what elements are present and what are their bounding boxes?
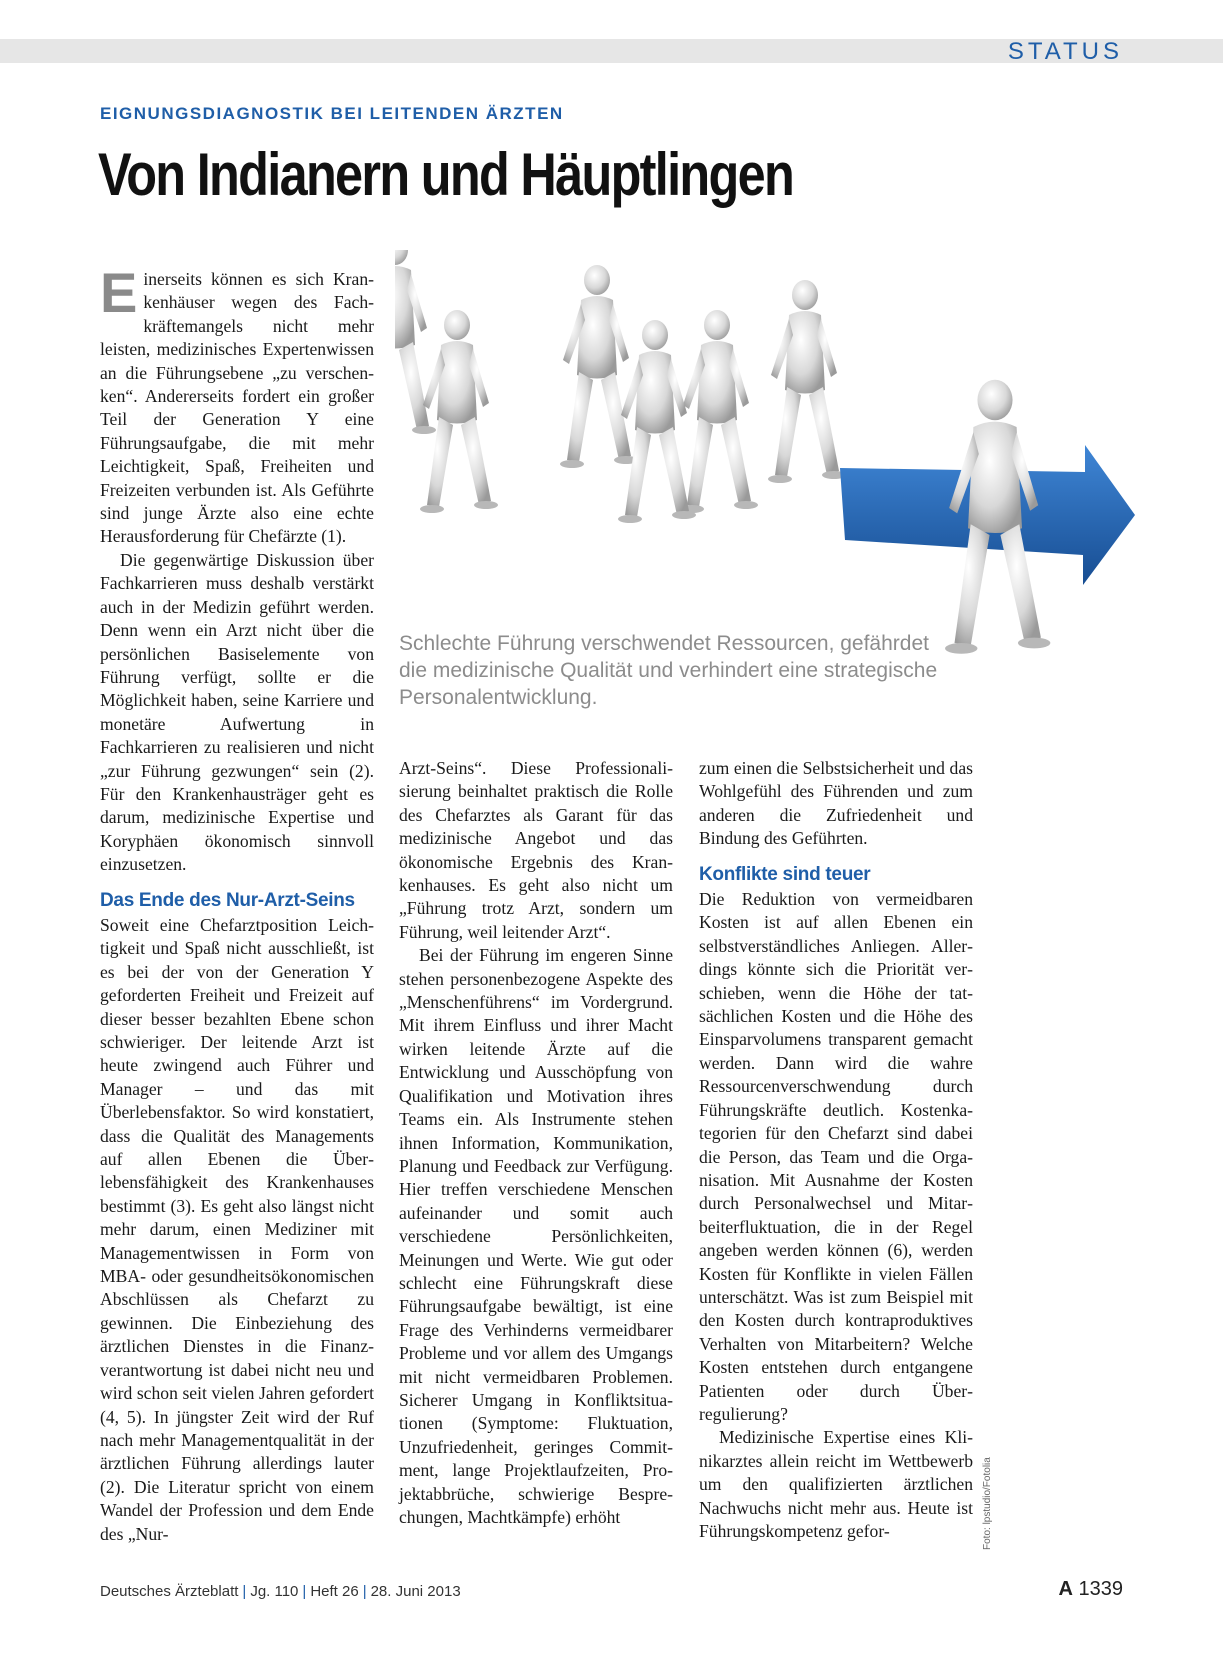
- body-column-2: [399, 757, 673, 1529]
- paragraph: Soweit eine Chefarztposition Leichtigkeit und Spaß nicht ausschließt, ist es bei der von der Generation Y geforderten Freiheit und Freizeit auf dieser besser bezahlten Ebene schon schwieriger. Der leitende Arzt ist heute zwingend auch Führer und Manager – und das mit Überlebensfaktor. So wird konstatiert, dass die Qualität des Managements auf allen Ebenen die Überlebensfähigkeit des Krankenhauses bestimmt (3). Es geht also längst nicht mehr darum, einen Mediziner mit Managementwissen in Form von MBA- oder gesundheitsökonomischen Abschlüssen als Chefarzt zu gewinnen. Die Einbeziehung des ärztlichen Dienstes in die Finanzverantwortung ist dabei nicht neu und wird schon seit vielen Jahren gefordert (4, 5). In jüngster Zeit wird der Ruf nach mehr Managementqualität in der ärztlichen Führung allerdings lauter (2). Die Literatur spricht von einem Wandel der Profession und dem Ende des „Nur-: [100, 914, 374, 1544]
- footer-date: 28. Juni 2013: [370, 1583, 461, 1600]
- subheading: Das Ende des Nur-Arzt-Seins: [100, 889, 355, 911]
- paragraph: Arzt-Seins“. Diese Professionalisierung beinhaltet praktisch die Rolle des Chefarztes als Garant für das medizinische Angebot und das ökonomische Ergebnis des Krankenhauses. Es geht also nicht um „Führung trotz Arzt, sondern um Führung, weil leitender Arzt“.: [399, 758, 673, 942]
- footer-volume: Jg. 110: [250, 1583, 299, 1600]
- page-prefix: A: [1058, 1578, 1073, 1600]
- page-number: [1058, 1578, 1123, 1601]
- footer-separator: |: [362, 1583, 367, 1600]
- paragraph: Medizinische Expertise eines Klinikarztes allein reicht im Wettbewerb um den qualifizierten ärztlichen Nachwuchs nicht mehr aus. Heute ist Führungskompetenz gefor-: [699, 1427, 973, 1541]
- subheading: Konflikte sind teuer: [699, 863, 871, 885]
- page-number-value: 1339: [1078, 1578, 1123, 1600]
- drop-cap: E: [100, 261, 138, 324]
- body-column-3: [699, 757, 973, 1543]
- footer-separator: |: [242, 1583, 247, 1600]
- paragraph: zum einen die Selbstsicherheit und das Wohlgefühl des Führenden und zum anderen die Zufriedenheit und Bindung des Geführten.: [699, 758, 973, 849]
- section-label: STATUS: [1007, 38, 1123, 65]
- footer-journal: Deutsches Ärzteblatt: [100, 1583, 239, 1600]
- article-headline: Von Indianern und Häuptlingen: [98, 141, 794, 208]
- photo-credit: Foto: lpstudio/Fotolia: [982, 1457, 993, 1550]
- footer-separator: |: [302, 1583, 307, 1600]
- paragraph-text: inerseits können es sich Krankenhäuser wegen des Fachkräftemangels nicht mehr leisten, medizinisches Expertenwissen an die Führungsebene „zu verschenken“. Andererseits fordert ein großer Teil der Generation Y eine Führungsaufgabe, die mit mehr Leichtigkeit, Spaß, Freiheiten und Freizeiten verbunden ist. Als Geführte sind junge Ärzte also eine echte Herausforderung für Chefärzte (1).: [100, 269, 374, 547]
- paragraph: Die gegenwärtige Diskussion über Fachkarrieren muss deshalb verstärkt auch in der Medizin geführt werden. Denn wenn ein Arzt nicht über die persönlichen Basiselemente von Führung verfügt, sollte er die Möglichkeit haben, seine Karriere und monetäre Aufwertung in Fachkarrieren zu realisieren und nicht „zur Führung gezwungen“ sein (2). Für den Krankenhausträger geht es darum, medizinische Expertise und Koryphäen ökonomisch sinnvoll einzusetzen.: [100, 549, 374, 875]
- body-column-1: [100, 261, 374, 1546]
- paragraph: Die Reduktion von vermeidbaren Kosten ist auf allen Ebenen ein selbstverständliches Anliegen. Allerdings könnte sich die Priorität verschieben, wenn die Höhe der tatsächlichen Kosten und die Höhe des Einsparvolumens transparent gemacht werden. Dann wird die wahre Ressourcenverschwendung durch Führungskräfte deutlich. Kostenkategorien für den Chefarzt sind dabei die Person, das Team und die Organisation. Mit Ausnahme der Kosten durch Personalwechsel und Mitarbeiterfluktuation, die in der Regel angeben werden können (6), werden Kosten für Konflikte in vielen Fällen unterschätzt. Was ist zum Beispiel mit den Kosten durch kontraproduktives Verhalten von Mitarbeitern? Welche Kosten entstehen durch entgangene Patienten oder durch Überregulierung?: [699, 889, 973, 1424]
- image-caption: Schlechte Führung verschwendet Ressourcen, gefährdet die medizinische Qualität und verhindert eine strategische Personalentwicklung.: [399, 632, 938, 709]
- footer-issue: Heft 26: [310, 1583, 359, 1600]
- paragraph: [100, 261, 374, 549]
- person-figure-icon: [395, 250, 436, 438]
- article-kicker: EIGNUNGSDIAGNOSTIK BEI LEITENDEN ÄRZTEN: [100, 104, 564, 123]
- footer: [100, 1583, 461, 1600]
- paragraph: Bei der Führung im engeren Sinne stehen personenbezogene Aspekte des „Menschenführens“ im Vordergrund. Mit ihrem Einfluss und ihrer Macht wirken leitende Ärzte auf die Entwicklung und Ausschöpfung von Qualifikation und Motivation ihres Teams ein. Als Instrumente stehen ihnen Information, Kommunikation, Planung und Feedback zur Verfügung. Hier treffen verschiedene Menschen aufeinander und somit auch verschiedene Persönlichkeiten, Meinungen und Werte. Wie gut oder schlecht eine Führungskraft diese Führungsaufgabe bewältigt, ist eine Frage des Verhinderns vermeidbarer Probleme und vor allem des Umgangs mit nicht vermeidbaren Problemen. Sicherer Umgang in Konfliktsituationen (Symptome: Fluktuation, Unzufriedenheit, geringes Commitment, lange Projektlaufzeiten, Projektabbrüche, schwierige Besprechungen, Machtkämpfe) erhöht: [399, 945, 673, 1527]
